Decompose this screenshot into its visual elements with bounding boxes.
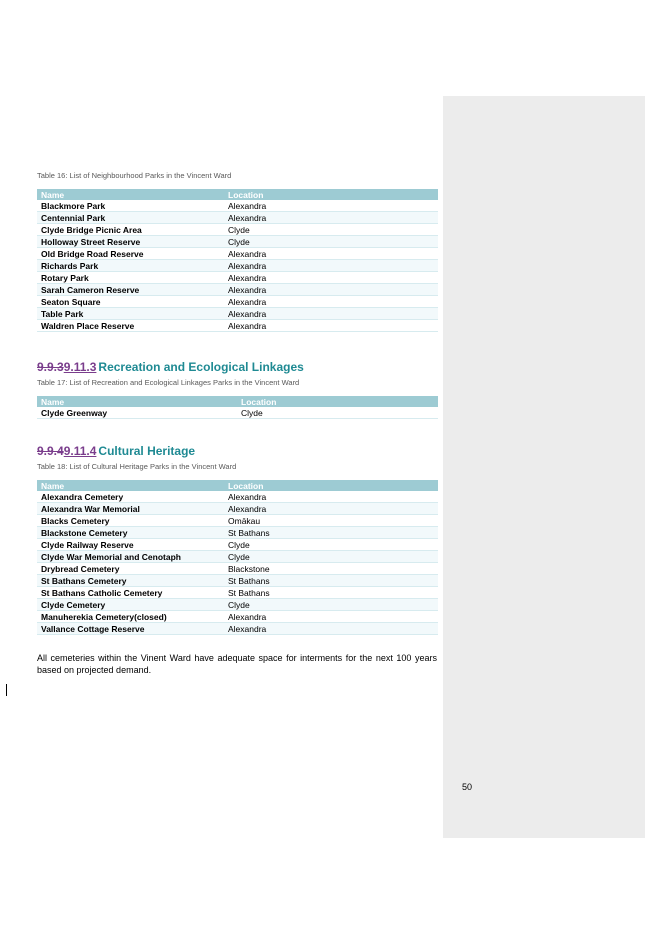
park-location-cell: Clyde [224, 539, 438, 551]
park-name-cell: St Bathans Cemetery [37, 575, 224, 587]
park-location-cell: St Bathans [224, 587, 438, 599]
park-location-cell: Alexandra [224, 308, 438, 320]
park-name-cell: St Bathans Catholic Cemetery [37, 587, 224, 599]
park-location-cell: Alexandra [224, 212, 438, 224]
park-name-cell: Blackmore Park [37, 200, 224, 212]
table-row [37, 611, 438, 623]
deleted-section-number: 9.9.3 [37, 360, 64, 374]
column-header-name: Name [37, 396, 237, 407]
park-location-cell: Clyde [224, 599, 438, 611]
table-row [37, 212, 438, 224]
park-name-cell: Centennial Park [37, 212, 224, 224]
table-row [37, 236, 438, 248]
table16-caption: Table 16: List of Neighbourhood Parks in the Vincent Ward [37, 171, 232, 180]
park-location-cell: Clyde [237, 407, 438, 419]
table-row [37, 623, 438, 635]
comment-margin-pane [443, 96, 645, 838]
table-row [37, 539, 438, 551]
park-name-cell: Clyde Greenway [37, 407, 237, 419]
table-row [37, 599, 438, 611]
park-name-cell: Vallance Cottage Reserve [37, 623, 224, 635]
park-location-cell: Clyde [224, 236, 438, 248]
park-name-cell: Clyde War Memorial and Cenotaph [37, 551, 224, 563]
park-name-cell: Waldren Place Reserve [37, 320, 224, 332]
park-name-cell: Blacks Cemetery [37, 515, 224, 527]
section-heading-cultural [37, 444, 195, 458]
park-name-cell: Clyde Cemetery [37, 599, 224, 611]
park-location-cell: Alexandra [224, 272, 438, 284]
column-header-name: Name [37, 189, 224, 200]
park-name-cell: Seaton Square [37, 296, 224, 308]
park-name-cell: Sarah Cameron Reserve [37, 284, 224, 296]
column-header-location: Location [224, 480, 438, 491]
table-row [37, 587, 438, 599]
table-row [37, 527, 438, 539]
park-location-cell: Alexandra [224, 623, 438, 635]
park-location-cell: St Bathans [224, 575, 438, 587]
table-row [37, 407, 438, 419]
section-title: Cultural Heritage [98, 444, 196, 458]
park-name-cell: Clyde Bridge Picnic Area [37, 224, 224, 236]
table18-caption: Table 18: List of Cultural Heritage Parks in the Vincent Ward [37, 462, 237, 471]
park-location-cell: Omākau [224, 515, 438, 527]
park-location-cell: Blackstone [224, 563, 438, 575]
park-name-cell: Clyde Railway Reserve [37, 539, 224, 551]
park-name-cell: Blackstone Cemetery [37, 527, 224, 539]
park-name-cell: Richards Park [37, 260, 224, 272]
inserted-section-number: 9.11.4 [63, 444, 97, 458]
park-location-cell: Alexandra [224, 248, 438, 260]
table-row [37, 575, 438, 587]
table-row [37, 224, 438, 236]
table-row [37, 503, 438, 515]
page-number: 50 [462, 782, 473, 792]
park-name-cell: Holloway Street Reserve [37, 236, 224, 248]
park-name-cell: Alexandra Cemetery [37, 491, 224, 503]
park-name-cell: Old Bridge Road Reserve [37, 248, 224, 260]
table17-caption: Table 17: List of Recreation and Ecological Linkages Parks in the Vincent Ward [37, 378, 300, 387]
park-location-cell: Alexandra [224, 200, 438, 212]
park-location-cell: St Bathans [224, 527, 438, 539]
cultural-heritage-table [37, 480, 438, 635]
park-location-cell: Alexandra [224, 611, 438, 623]
park-name-cell: Drybread Cemetery [37, 563, 224, 575]
deleted-section-number: 9.9.4 [37, 444, 64, 458]
table-row [37, 563, 438, 575]
park-name-cell: Table Park [37, 308, 224, 320]
park-name-cell: Manuherekia Cemetery(closed) [37, 611, 224, 623]
park-location-cell: Alexandra [224, 296, 438, 308]
table-row [37, 320, 438, 332]
park-location-cell: Clyde [224, 224, 438, 236]
table-row [37, 272, 438, 284]
table-row [37, 260, 438, 272]
section-title: Recreation and Ecological Linkages [98, 360, 304, 374]
park-location-cell: Alexandra [224, 260, 438, 272]
revision-change-bar [6, 684, 7, 696]
park-location-cell: Alexandra [224, 320, 438, 332]
inserted-section-number: 9.11.3 [63, 360, 97, 374]
park-name-cell: Alexandra War Memorial [37, 503, 224, 515]
table-row [37, 491, 438, 503]
table-row [37, 296, 438, 308]
park-location-cell: Alexandra [224, 491, 438, 503]
table-row [37, 515, 438, 527]
table-row [37, 200, 438, 212]
section-heading-recreation [37, 360, 304, 374]
cemetery-capacity-paragraph: All cemeteries within the Vinent Ward have adequate space for interments for the next 100 years based on projected demand. [37, 653, 437, 675]
table-row [37, 284, 438, 296]
park-location-cell: Clyde [224, 551, 438, 563]
column-header-name: Name [37, 480, 224, 491]
park-name-cell: Rotary Park [37, 272, 224, 284]
table-row [37, 248, 438, 260]
recreation-linkages-table [37, 396, 438, 419]
neighbourhood-parks-table [37, 189, 438, 332]
column-header-location: Location [237, 396, 438, 407]
park-location-cell: Alexandra [224, 503, 438, 515]
table-row [37, 551, 438, 563]
table-row [37, 308, 438, 320]
park-location-cell: Alexandra [224, 284, 438, 296]
column-header-location: Location [224, 189, 438, 200]
